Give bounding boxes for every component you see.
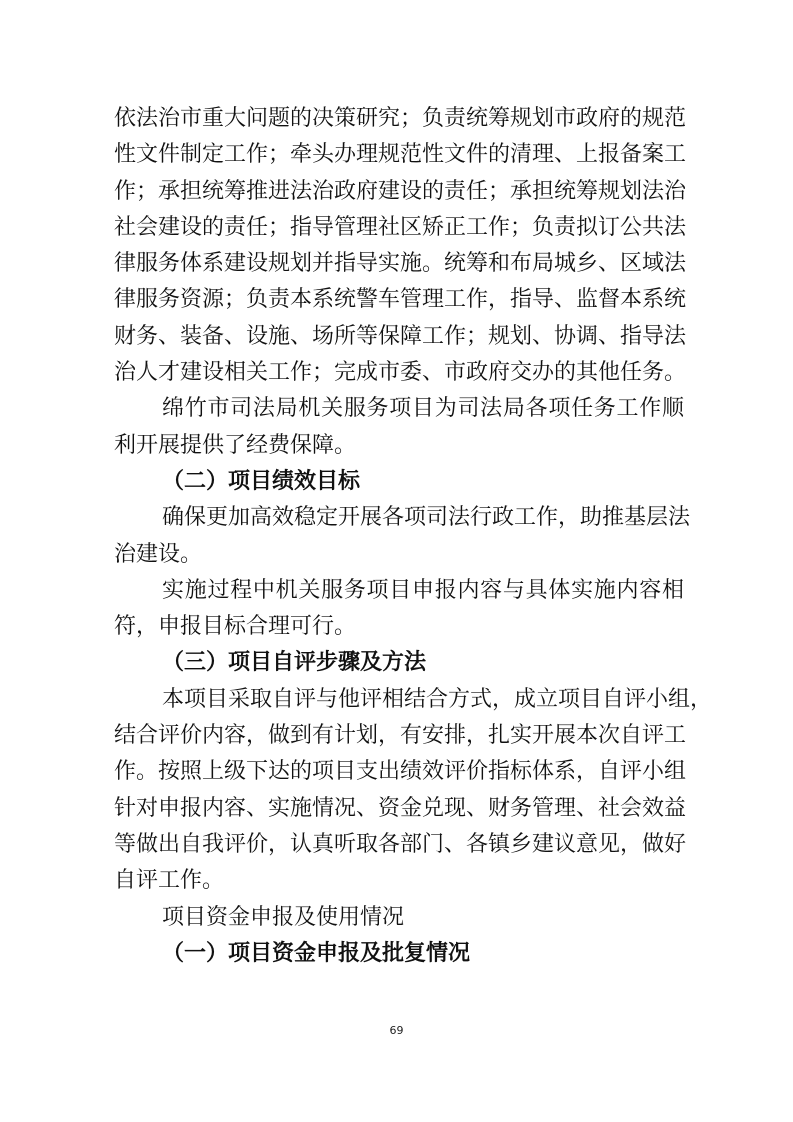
paragraph-line: 作。按照上级下达的项目支出绩效评价指标体系，自评小组 xyxy=(114,759,687,785)
paragraph-line: 绵竹市司法局机关服务项目为司法局各项任务工作顺 xyxy=(162,396,684,422)
paragraph-line: 律服务资源；负责本系统警车管理工作，指导、监督本系统 xyxy=(114,287,687,313)
paragraph-line: 自评工作。 xyxy=(114,868,225,894)
document-body xyxy=(114,101,713,972)
paragraph-line: 本项目采取自评与他评相结合方式，成立项目自评小组， xyxy=(162,686,713,712)
paragraph-line: 依法治市重大问题的决策研究；负责统筹规划市政府的规范 xyxy=(114,106,687,131)
paragraph-line: 性文件制定工作；牵头办理规范性文件的清理、上报备案工 xyxy=(114,142,687,168)
paragraph-line: 确保更加高效稳定开展各项司法行政工作，助推基层法 xyxy=(162,505,691,531)
paragraph-line: 作；承担统筹推进法治政府建设的责任；承担统筹规划法治 xyxy=(114,178,687,204)
chapter-heading: 项目资金申报及使用情况 xyxy=(162,904,405,930)
paragraph-line: 利开展提供了经费保障。 xyxy=(114,432,357,458)
paragraph-line: 实施过程中机关服务项目申报内容与具体实施内容相 xyxy=(162,577,684,603)
paragraph-line: 符，申报目标合理可行。 xyxy=(114,614,357,640)
paragraph-line: 治人才建设相关工作；完成市委、市政府交办的其他任务。 xyxy=(114,360,687,386)
paragraph-line: 律服务体系建设规划并指导实施。统筹和布局城乡、区域法 xyxy=(114,251,687,277)
section-heading: （三）项目自评步骤及方法 xyxy=(162,650,427,676)
paragraph-line: 结合评价内容，做到有计划，有安排，扎实开展本次自评工 xyxy=(114,723,687,749)
paragraph-line: 财务、装备、设施、场所等保障工作；规划、协调、指导法 xyxy=(114,323,687,349)
paragraph-line: 针对申报内容、实施情况、资金兑现、财务管理、社会效益 xyxy=(114,795,687,821)
paragraph-line: 社会建设的责任；指导管理社区矫正工作；负责拟订公共法 xyxy=(114,214,687,240)
paragraph-line: 治建设。 xyxy=(114,541,203,567)
section-heading: （一）项目资金申报及批复情况 xyxy=(162,940,471,966)
page-number: 69 xyxy=(389,1024,404,1037)
paragraph-line: 等做出自我评价，认真听取各部门、各镇乡建议意见，做好 xyxy=(114,831,687,857)
section-heading: （二）项目绩效目标 xyxy=(162,468,361,494)
